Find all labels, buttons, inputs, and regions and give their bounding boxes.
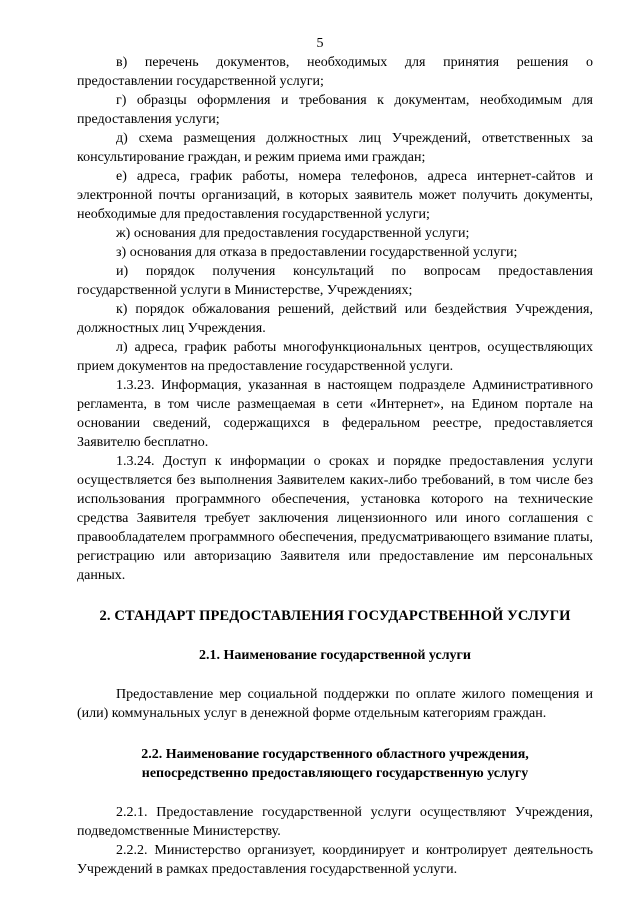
list-item-z: з) основания для отказа в предоставлении государственной услуги; [116, 245, 518, 260]
list-item-e: е) адреса, график работы, номера телефонов, адреса интернет-сайтов и электронной почты организаций, в которых заявитель может получить документы, необходимые для предоставления государственной услуги; [77, 169, 593, 222]
section-2-heading: 2. СТАНДАРТ ПРЕДОСТАВЛЕНИЯ ГОСУДАРСТВЕННОЙ УСЛУГИ [99, 608, 571, 624]
page-body [77, 53, 593, 879]
list-item-l: л) адреса, график работы многофункциональных центров, осуществляющих прием документов на предоставление государственной услуги. [77, 340, 593, 374]
clause-2-2-2: 2.2.2. Министерство организует, координирует и контролирует деятельность Учреждений в рамках предоставления государственной услуги. [77, 843, 593, 877]
list-item-k: к) порядок обжалования решений, действий или бездействия Учреждения, должностных лиц Учреждения. [77, 302, 593, 336]
subsection-2-1-text: Предоставление мер социальной поддержки по оплате жилого помещения и (или) коммунальных услуг в денежной форме отдельным категориям граждан. [77, 687, 593, 721]
subsection-2-1-heading: 2.1. Наименование государственной услуги [199, 648, 471, 663]
clause-2-2-1: 2.2.1. Предоставление государственной услуги осуществляют Учреждения, подведомственные Министерству. [77, 805, 593, 839]
list-item-i: и) порядок получения консультаций по вопросам предоставления государственной услуги в Министерстве, Учреждениях; [77, 264, 593, 298]
subsection-2-2-heading-line2: непосредственно предоставляющего государственную услугу [141, 766, 529, 781]
clause-1-3-24: 1.3.24. Доступ к информации о сроках и порядке предоставления услуги осуществляется без выполнения Заявителем каких-либо требований, в том числе без использования программного обеспечения, установка которого на технические средства Заявителя требует заключения лицензионного или иного соглашения с правообладателем программного обеспечения, предусматривающего взимание платы, регистрацию или авторизацию Заявителя или предоставление им персональных данных. [77, 454, 593, 583]
page-number: 5 [316, 36, 324, 51]
list-item-v: в) перечень документов, необходимых для принятия решения о предоставлении государственной услуги; [77, 55, 593, 89]
subsection-2-2-heading-line1: 2.2. Наименование государственного областного учреждения, [141, 747, 529, 762]
list-item-d: д) схема размещения должностных лиц Учреждений, ответственных за консультирование граждан, и режим приема ими граждан; [77, 131, 593, 165]
list-item-zh: ж) основания для предоставления государственной услуги; [116, 226, 470, 241]
list-item-g: г) образцы оформления и требования к документам, необходимым для предоставления услуги; [77, 93, 593, 127]
clause-1-3-23: 1.3.23. Информация, указанная в настоящем подразделе Административного регламента, в том числе размещаемая в сети «Интернет», на Едином портале на основании сведений, содержащихся в федеральном реестре, предоставляется Заявителю бесплатно. [77, 378, 593, 450]
